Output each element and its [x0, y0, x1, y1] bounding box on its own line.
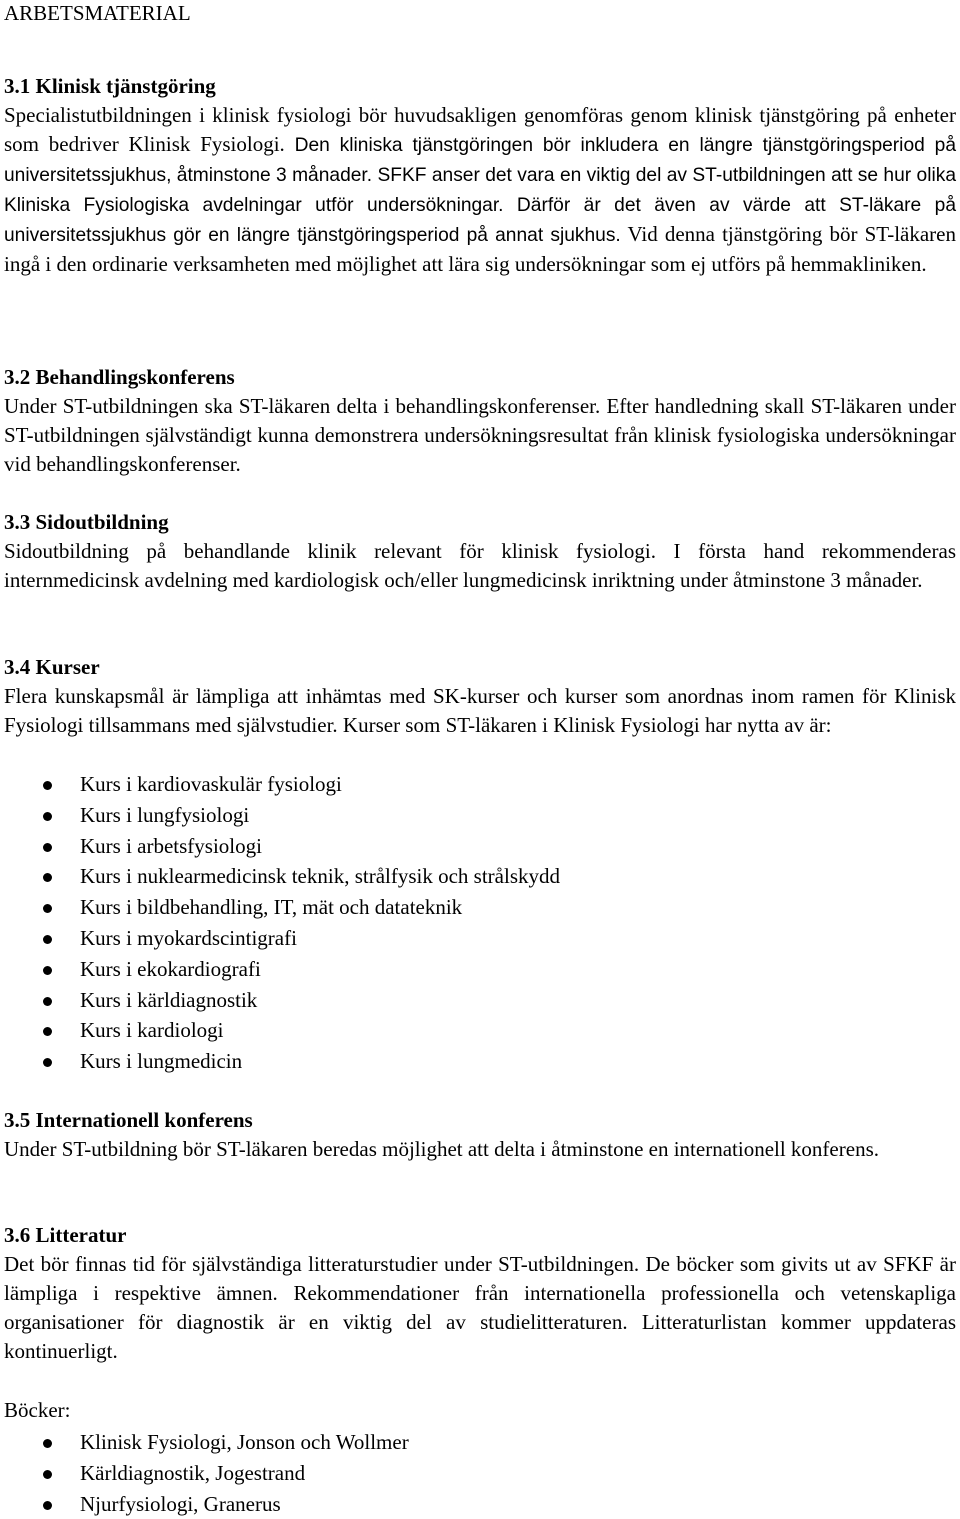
list-item [4, 1015, 956, 1046]
list-item-text: Kurs i kardiovaskulär fysiologi [80, 772, 342, 796]
list-item-text: Kurs i myokardscintigrafi [80, 925, 297, 950]
bullet-icon [43, 843, 52, 852]
bullet-icon [43, 873, 52, 882]
list-item-text: Kurs i nuklearmedicinsk teknik, strålfysik och strålskydd [80, 864, 560, 889]
list-item [4, 892, 956, 923]
bullet-icon [43, 1058, 52, 1067]
list-item [4, 800, 956, 831]
section-title: 3.4 Kurser [4, 655, 100, 679]
book-list [4, 1427, 956, 1519]
section-3-3 [4, 508, 956, 595]
section-3-2 [4, 363, 956, 479]
list-item [4, 831, 956, 862]
books-label-wrap [4, 1396, 956, 1425]
list-item-text: Kärldiagnostik, Jogestrand [80, 1460, 306, 1485]
section-3-1 [4, 72, 956, 279]
list-item [4, 954, 956, 985]
list-item [4, 769, 956, 800]
section-title: 3.1 Klinisk tjänstgöring [4, 74, 216, 98]
paragraph-text: Den kliniska tjänstgöringen bör inkludera en längre tjänstgöringsperiod på universitetssjukhus, åtminstone 3 månader. SFKF anser det vara en viktig del av ST-utbildningen att se hur olika Kliniska Fysiologiska avdelningar utför undersökningar. Därför är det även av värde att ST-läkare på universitetssjukhus gör en längre tjänstgöringsperiod på annat sjukhus. [4, 135, 957, 246]
paragraph-text: Specialistutbildningen i klinisk fysiologi bör huvudsakligen genomföras genom klinisk tjänstgöring på enheter som bedriver Klinisk Fysiologi. [4, 103, 956, 156]
section-paragraph: Flera kunskapsmål är lämpliga att inhämtas med SK-kurser och kurser som anordnas inom ramen för Klinisk Fysiologi tillsammans med självstudier. Kurser som ST-läkaren i Klinisk Fysiologi har nytta av är: [4, 684, 956, 737]
bullet-icon [43, 812, 52, 821]
list-item-text: Kurs i kärldiagnostik [80, 987, 258, 1012]
list-item-text: Klinisk Fysiologi, Jonson och Wollmer [80, 1430, 409, 1454]
bullet-icon [43, 935, 52, 944]
bullet-icon [43, 781, 52, 790]
list-item [4, 1489, 956, 1519]
bullet-icon [43, 1470, 52, 1479]
section-paragraph [4, 101, 956, 279]
list-item-text: Kurs i lungmedicin [80, 1049, 243, 1074]
list-item-text: Njurfysiologi, Granerus [80, 1491, 281, 1516]
section-3-4 [4, 653, 956, 740]
paragraph-text: Vid denna tjänstgöring bör ST-läkaren ingå i den ordinarie verksamheten med möjlighet att lära sig undersökningar som ej utförs på hemmakliniken. [4, 222, 956, 276]
page-header: ARBETSMATERIAL [4, 1, 191, 25]
section-paragraph: Under ST-utbildningen ska ST-läkaren delta i behandlingskonferenser. Efter handledning skall ST-läkaren under ST-utbildningen självständigt kunna demonstrera undersökningsresultat från klinisk fysiologiska undersökningar vid behandlingskonferenser. [4, 394, 956, 476]
book-list-wrap [4, 1427, 956, 1519]
section-3-5 [4, 1106, 956, 1164]
section-title: 3.2 Behandlingskonferens [4, 365, 235, 389]
list-item-text: Kurs i lungfysiologi [80, 802, 250, 827]
bullet-icon [43, 1027, 52, 1036]
section-paragraph: Under ST-utbildning bör ST-läkaren beredas möjlighet att delta i åtminstone en internationell konferens. [4, 1137, 879, 1161]
books-label: Böcker: [4, 1398, 71, 1422]
course-list [4, 769, 956, 1077]
list-item-text: Kurs i arbetsfysiologi [80, 833, 262, 858]
list-item-text: Kurs i ekokardiografi [80, 956, 261, 981]
section-title: 3.6 Litteratur [4, 1223, 127, 1247]
list-item [4, 985, 956, 1016]
section-3-6 [4, 1221, 956, 1366]
list-item [4, 923, 956, 954]
section-title: 3.5 Internationell konferens [4, 1108, 253, 1132]
list-item [4, 1427, 956, 1458]
list-item [4, 1458, 956, 1489]
bullet-icon [43, 966, 52, 975]
course-list-wrap [4, 769, 956, 1077]
bullet-icon [43, 997, 52, 1006]
list-item-text: Kurs i bildbehandling, IT, mät och datateknik [80, 895, 463, 920]
list-item [4, 861, 956, 892]
section-paragraph: Det bör finnas tid för självständiga litteraturstudier under ST-utbildningen. De böcker som givits ut av SFKF är lämpliga i respektive ämnen. Rekommendationer från internationella professionella och vetenskapliga organisationer för diagnostik är en viktig del av studielitteraturen. Litteraturlistan kommer uppdateras kontinuerligt. [4, 1252, 956, 1363]
list-item [4, 1046, 956, 1077]
section-paragraph: Sidoutbildning på behandlande klinik relevant för klinisk fysiologi. I första hand rekommenderas internmedicinsk avdelning med kardiologisk och/eller lungmedicinsk inriktning under åtminstone 3 månader. [4, 539, 956, 592]
section-title: 3.3 Sidoutbildning [4, 510, 169, 534]
bullet-icon [43, 1439, 52, 1448]
bullet-icon [43, 904, 52, 913]
list-item-text: Kurs i kardiologi [80, 1018, 224, 1043]
bullet-icon [43, 1501, 52, 1510]
